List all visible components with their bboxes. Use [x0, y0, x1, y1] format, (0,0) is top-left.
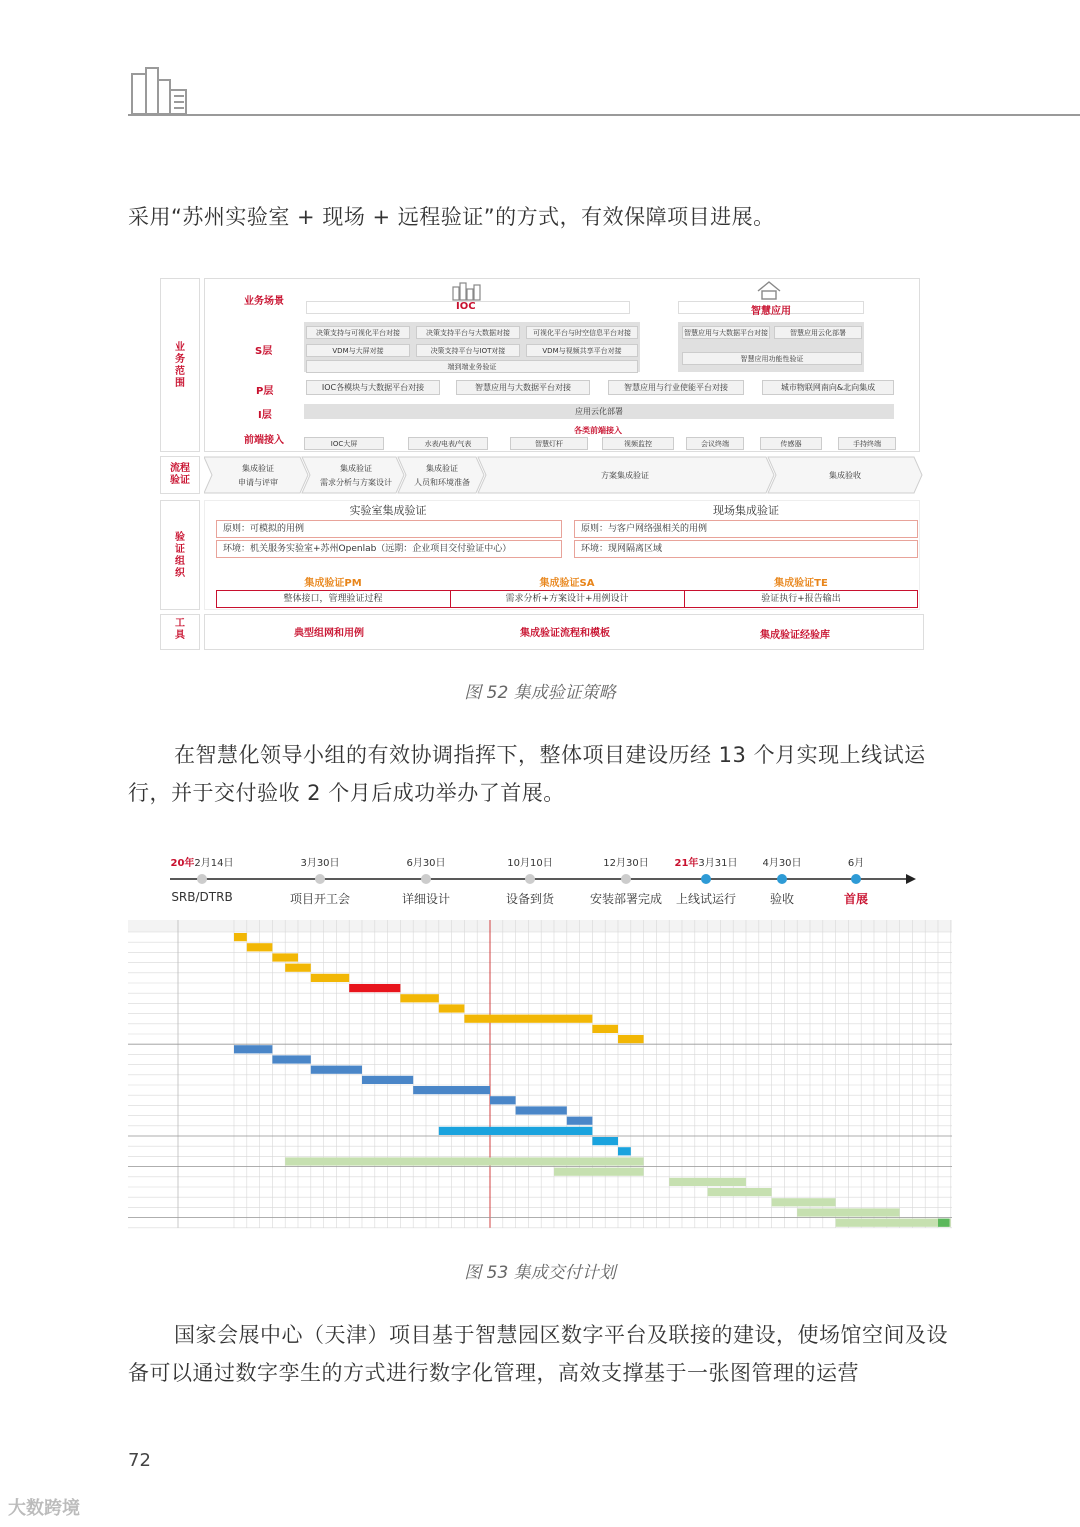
milestone-date: [581, 854, 671, 869]
front-item: 水表/电表/气表: [408, 437, 488, 450]
milestone-date: [157, 854, 247, 869]
watermark: 大数跨境: [8, 1498, 80, 1519]
milestone-year: 21年: [674, 858, 699, 869]
process-step: [216, 462, 300, 490]
s-item: 决策支持平台与IOT对接: [416, 344, 520, 357]
gantt-bar: [772, 1198, 836, 1206]
tool-item: 集成验证经验库: [760, 630, 830, 641]
process-step: 方案集成验证: [601, 471, 649, 480]
role-name: 集成验证PM: [304, 578, 362, 589]
milestone-day: 3月30日: [300, 858, 340, 869]
process-step-l2: 申请与评审: [238, 478, 278, 487]
gantt-bar: [708, 1188, 772, 1196]
role-name: 集成验证SA: [539, 578, 595, 589]
milestone-label: 项目开工会: [289, 892, 350, 906]
milestone-dot: [851, 874, 861, 884]
s-item: 可视化平台与时空信息平台对接: [526, 326, 638, 339]
process-step-l2: 需求分析与方案设计: [320, 478, 392, 487]
gantt-bar: [362, 1076, 413, 1084]
milestone-dot: [701, 874, 711, 884]
milestone-day: 10月10日: [507, 858, 553, 869]
role-name: 集成验证TE: [774, 578, 828, 589]
s-item-right: 智慧应用功能性验证: [682, 352, 862, 365]
gantt-bar: [618, 1035, 644, 1043]
tool-item: 典型组网和用例: [294, 628, 364, 639]
milestone-day: 3月31日: [698, 858, 738, 869]
milestone-date: [811, 854, 901, 869]
figure-53-timeline: [160, 850, 920, 910]
gantt-bar: [234, 1045, 272, 1053]
gantt-bar: [669, 1178, 746, 1186]
front-item: 会议终端: [686, 437, 744, 450]
gantt-bar: [797, 1208, 899, 1216]
process-step-l1: 集成验证: [426, 464, 458, 473]
lab-title: 实验室集成验证: [349, 504, 427, 517]
gantt-bar: [836, 1219, 951, 1227]
building-logo-icon: [128, 64, 190, 116]
figure-52-caption: 图 52 集成验证策略: [464, 683, 616, 703]
milestone-label: 首展: [843, 892, 868, 906]
s-layer-label: S层: [255, 346, 273, 357]
process-step-l2: 人员和环境准备: [414, 478, 470, 487]
i-item: 应用云化部署: [304, 404, 894, 419]
gantt-bar: [439, 1127, 593, 1135]
scene-label: 业务场景: [244, 296, 284, 307]
milestone-dot: [197, 874, 207, 884]
s-item: VDM与视频共享平台对接: [526, 344, 638, 357]
milestone-label: 设备到货: [505, 892, 554, 906]
p-item: 智慧应用与大数据平台对接: [456, 380, 590, 395]
tool-item: 集成验证流程和模板: [520, 628, 610, 639]
milestone-day: 2月14日: [194, 858, 234, 869]
gantt-bar: [272, 953, 298, 961]
i-layer-label: I层: [258, 410, 272, 421]
s-item-right: 智慧应用云化部署: [774, 326, 862, 339]
milestone-dot: [525, 874, 535, 884]
scope-label: 业务范围: [175, 342, 185, 389]
gantt-bar: [413, 1086, 490, 1094]
milestone-date: [275, 854, 365, 869]
process-step: [310, 462, 402, 490]
process-step-l1: 集成验证: [340, 464, 372, 473]
ioc-label: IOC: [456, 301, 476, 312]
s-item: VDM与大屏对接: [306, 344, 410, 357]
site-title: 现场集成验证: [713, 504, 779, 517]
figure-53-caption: 图 53 集成交付计划: [464, 1263, 616, 1283]
paragraph-3: 国家会展中心（天津）项目基于智慧园区数字平台及联接的建设，使场馆空间及设备可以通过数字孪生的方式进行数字化管理，高效支撑基于一张图管理的运营: [128, 1323, 948, 1385]
milestone-day: 12月30日: [603, 858, 649, 869]
front-item: 智慧灯杆: [510, 437, 588, 450]
gantt-bar: [285, 1157, 643, 1165]
paragraph-2: 在智慧化领导小组的有效协调指挥下，整体项目建设历经 13 个月实现上线试运行，并于交付验收 2 个月后成功举办了首展。: [128, 743, 926, 805]
gantt-bar: [490, 1096, 516, 1104]
page-number: 72: [128, 1450, 151, 1471]
milestone-dot: [621, 874, 631, 884]
p-layer-label: P层: [256, 386, 274, 397]
milestone-label: SRB/DTRB: [171, 890, 233, 904]
milestone-dot: [777, 874, 787, 884]
milestone-label: 详细设计: [401, 892, 450, 906]
p-item: IOC各模块与大数据平台对接: [306, 380, 440, 395]
s-item-right: 智慧应用与大数据平台对接: [682, 326, 770, 339]
front-item: 传感器: [760, 437, 822, 450]
site-env: 环境：现网隔离区域: [574, 540, 918, 558]
city-icon: [450, 281, 486, 301]
header-rule: [128, 114, 1080, 116]
milestone-label: 上线试运行: [675, 892, 736, 906]
smart-app-label: 智慧应用: [751, 306, 791, 317]
gantt-bar: [592, 1025, 618, 1033]
gantt-bar: [349, 984, 400, 992]
front-item: IOC大屏: [304, 437, 384, 450]
gantt-bar: [311, 974, 349, 982]
gantt-bar: [516, 1106, 567, 1114]
tools-label: 工具: [175, 618, 185, 641]
site-principle: 原则：与客户网络强相关的用例: [574, 520, 918, 538]
milestone-date: [381, 854, 471, 869]
gantt-bar: [234, 933, 247, 941]
gantt-bar: [285, 964, 311, 972]
process-step: [406, 462, 478, 490]
milestone-label: 安装部署完成: [589, 892, 662, 906]
milestone-label: 验收: [769, 892, 794, 906]
gantt-bar: [439, 1004, 465, 1012]
s-item: 决策支持平台与大数据对接: [416, 326, 520, 339]
gantt-bar: [464, 1015, 592, 1023]
p-item: 智慧应用与行业使能平台对接: [608, 380, 744, 395]
timeline-arrow: [160, 872, 920, 886]
gantt-header: [128, 920, 952, 932]
gantt-bar: [272, 1055, 310, 1063]
org-label: 验证组织: [175, 532, 185, 579]
process-step: 集成验收: [829, 471, 861, 480]
front-title: 各类前端接入: [574, 426, 622, 435]
lab-env: 环境：机关服务实验室+苏州Openlab（远期：企业项目交付验证中心）: [216, 540, 562, 558]
p-item: 城市物联网南向&北向集成: [762, 380, 894, 395]
gantt-bar: [247, 943, 273, 951]
gantt-bar: [618, 1147, 631, 1155]
lab-principle: 原则：可模拟的用例: [216, 520, 562, 538]
milestone-day: 6月: [847, 858, 865, 869]
gantt-bar: [400, 994, 438, 1002]
gantt-bar: [938, 1219, 950, 1227]
front-item: 视频监控: [602, 437, 674, 450]
process-label: 流程验证: [170, 463, 190, 486]
paragraph-1: 采用“苏州实验室 + 现场 + 远程验证”的方式，有效保障项目进展。: [128, 205, 775, 229]
milestone-dot: [315, 874, 325, 884]
milestone-dot: [421, 874, 431, 884]
home-wifi-icon: [754, 279, 784, 301]
front-label: 前端接入: [244, 435, 284, 446]
milestone-date: [485, 854, 575, 869]
figure-53-gantt-chart: [128, 920, 952, 1230]
gantt-bar: [311, 1066, 362, 1074]
milestone-year: 20年: [170, 858, 195, 869]
gantt-bar: [592, 1137, 618, 1145]
milestone-day: 6月30日: [406, 858, 446, 869]
s-item: 端到端业务验证: [306, 360, 638, 373]
process-step-l1: 集成验证: [242, 464, 274, 473]
role-duty: 需求分析+方案设计+用例设计: [505, 594, 629, 604]
figure-52-strategy-diagram: [160, 276, 924, 650]
role-duty: 整体接口，管理验证过程: [283, 594, 383, 604]
milestone-day: 4月30日: [762, 858, 802, 869]
gantt-bar: [554, 1168, 644, 1176]
gantt-bar: [567, 1117, 593, 1125]
s-item: 决策支持与可视化平台对接: [306, 326, 410, 339]
front-item: 手持终端: [838, 437, 896, 450]
role-duty: 验证执行+报告输出: [761, 594, 841, 604]
